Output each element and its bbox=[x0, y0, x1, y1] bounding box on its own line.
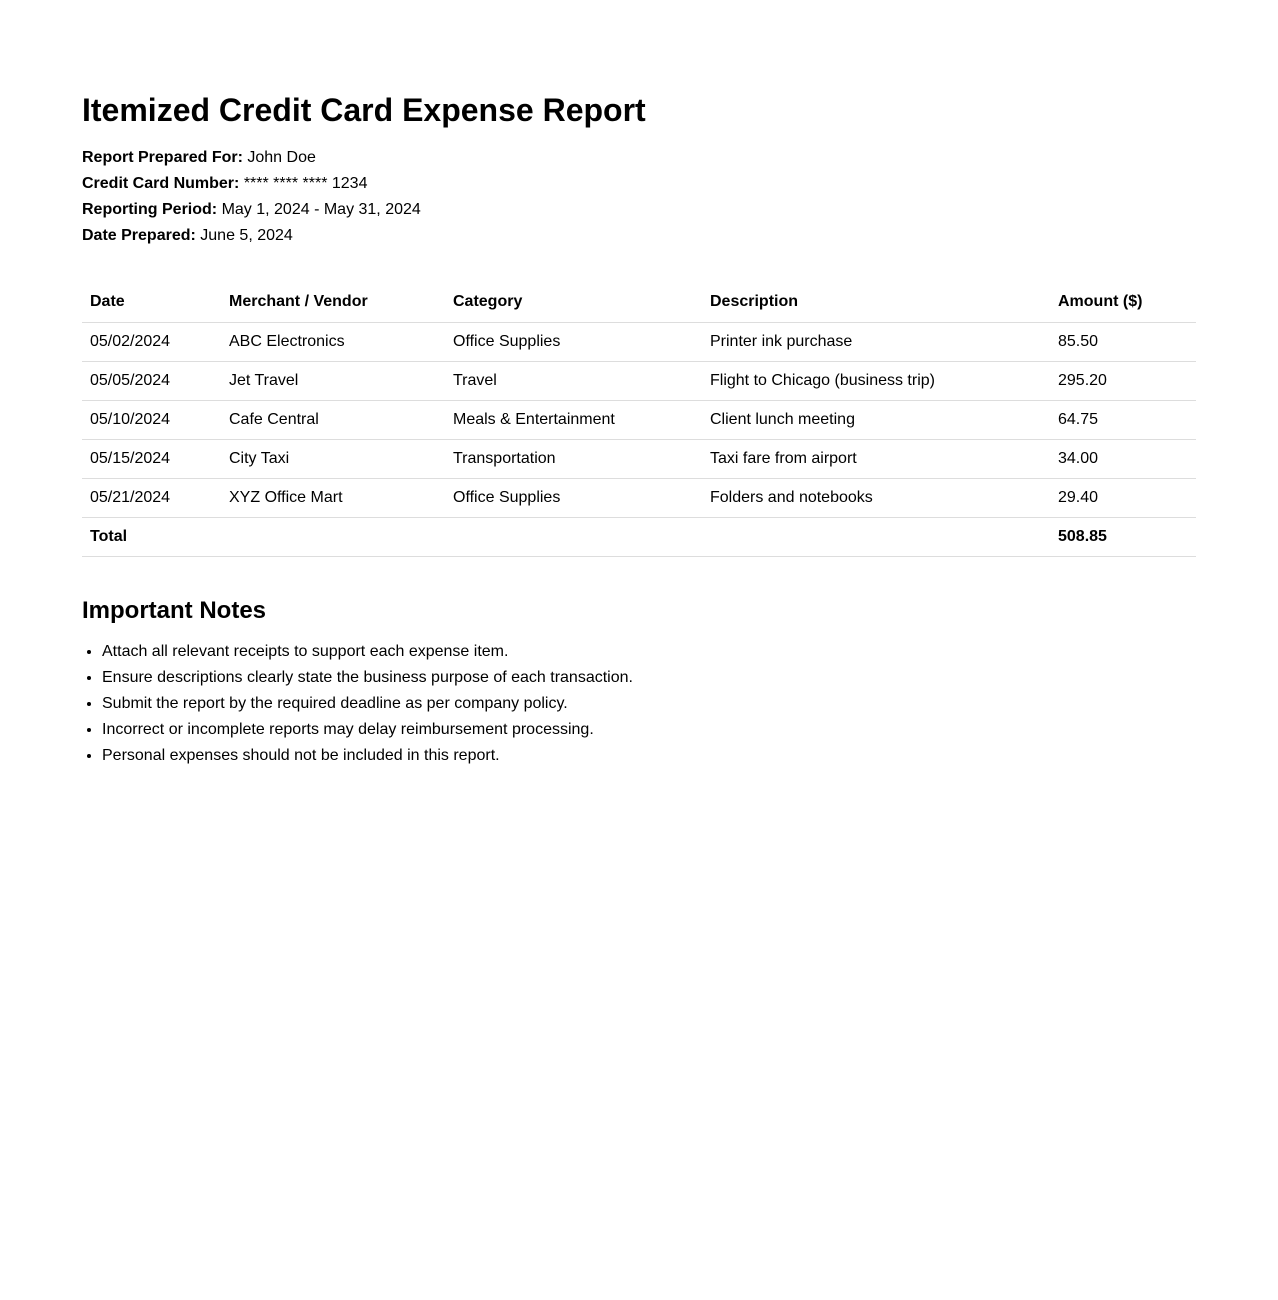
cell-category: Meals & Entertainment bbox=[445, 401, 702, 440]
cell-merchant: Jet Travel bbox=[221, 362, 445, 401]
cell-description: Taxi fare from airport bbox=[702, 440, 1050, 479]
meta-label: Date Prepared: bbox=[82, 227, 196, 244]
cell-date: 05/10/2024 bbox=[82, 401, 221, 440]
report-meta bbox=[82, 145, 1196, 249]
total-label: Total bbox=[82, 518, 221, 557]
list-item: • Ensure descriptions clearly state the business purpose of each transaction. bbox=[102, 665, 1196, 691]
cell-category: Transportation bbox=[445, 440, 702, 479]
cell-merchant: ABC Electronics bbox=[221, 323, 445, 362]
cell-merchant: Cafe Central bbox=[221, 401, 445, 440]
meta-label: Reporting Period: bbox=[82, 201, 218, 218]
meta-label: Report Prepared For: bbox=[82, 149, 243, 166]
cell-amount: 34.00 bbox=[1050, 440, 1196, 479]
cell-category: Office Supplies bbox=[445, 479, 702, 518]
table-row bbox=[82, 401, 1196, 440]
meta-value: **** **** **** 1234 bbox=[243, 175, 368, 192]
cell-merchant: XYZ Office Mart bbox=[221, 479, 445, 518]
list-item: • Attach all relevant receipts to support each expense item. bbox=[102, 639, 1196, 665]
expense-table bbox=[82, 282, 1196, 557]
meta-label: Credit Card Number: bbox=[82, 175, 240, 192]
table-row bbox=[82, 440, 1196, 479]
total-empty-cell bbox=[445, 518, 702, 557]
table-row bbox=[82, 362, 1196, 401]
table-row bbox=[82, 323, 1196, 362]
cell-amount: 64.75 bbox=[1050, 401, 1196, 440]
header-description: Description bbox=[702, 282, 1050, 323]
cell-amount: 295.20 bbox=[1050, 362, 1196, 401]
list-item: • Incorrect or incomplete reports may delay reimbursement processing. bbox=[102, 717, 1196, 743]
list-item: • Submit the report by the required deadline as per company policy. bbox=[102, 691, 1196, 717]
cell-category: Travel bbox=[445, 362, 702, 401]
cell-date: 05/21/2024 bbox=[82, 479, 221, 518]
meta-prepared-for bbox=[82, 145, 1196, 171]
meta-reporting-period bbox=[82, 197, 1196, 223]
list-item: • Personal expenses should not be included in this report. bbox=[102, 743, 1196, 769]
cell-amount: 29.40 bbox=[1050, 479, 1196, 518]
total-empty-cell bbox=[702, 518, 1050, 557]
header-amount: Amount ($) bbox=[1050, 282, 1196, 323]
meta-value: May 1, 2024 - May 31, 2024 bbox=[221, 201, 421, 218]
header-date: Date bbox=[82, 282, 221, 323]
total-amount: 508.85 bbox=[1050, 518, 1196, 557]
cell-date: 05/15/2024 bbox=[82, 440, 221, 479]
cell-merchant: City Taxi bbox=[221, 440, 445, 479]
meta-value: John Doe bbox=[247, 149, 316, 166]
cell-description: Flight to Chicago (business trip) bbox=[702, 362, 1050, 401]
meta-card-number bbox=[82, 171, 1196, 197]
cell-category: Office Supplies bbox=[445, 323, 702, 362]
header-category: Category bbox=[445, 282, 702, 323]
cell-description: Printer ink purchase bbox=[702, 323, 1050, 362]
cell-amount: 85.50 bbox=[1050, 323, 1196, 362]
report-title: Itemized Credit Card Expense Report bbox=[82, 92, 646, 128]
cell-date: 05/05/2024 bbox=[82, 362, 221, 401]
meta-date-prepared bbox=[82, 223, 1196, 249]
cell-date: 05/02/2024 bbox=[82, 323, 221, 362]
cell-description: Folders and notebooks bbox=[702, 479, 1050, 518]
meta-value: June 5, 2024 bbox=[200, 227, 293, 244]
table-row bbox=[82, 479, 1196, 518]
notes-list bbox=[82, 639, 1196, 769]
total-row bbox=[82, 518, 1196, 557]
notes-heading: Important Notes bbox=[82, 597, 267, 624]
table-header-row bbox=[82, 282, 1196, 323]
total-empty-cell bbox=[221, 518, 445, 557]
header-merchant: Merchant / Vendor bbox=[221, 282, 445, 323]
cell-description: Client lunch meeting bbox=[702, 401, 1050, 440]
